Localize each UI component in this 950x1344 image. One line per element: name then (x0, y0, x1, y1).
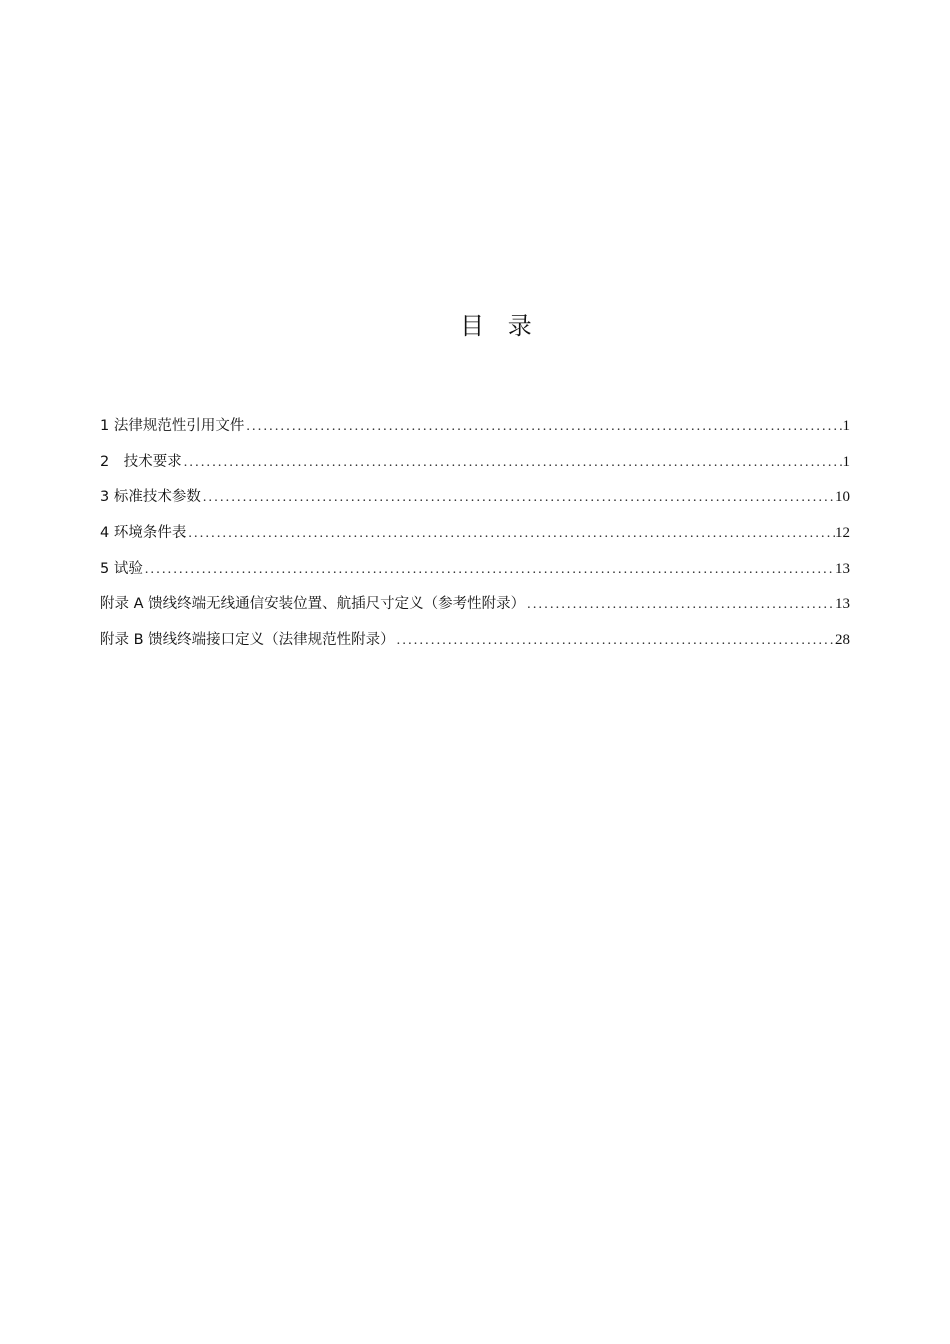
toc-dot-leader (244, 419, 842, 435)
toc-entry-label: 附录 B 馈线终端接口定义（法律规范性附录） (100, 632, 395, 649)
toc-entry-label: 2 技术要求 (100, 453, 182, 470)
toc-entry-page: 13 (835, 560, 850, 577)
toc-entry[interactable] (100, 521, 850, 557)
toc-entry-label: 5 试验 (100, 560, 143, 577)
toc-entry-page: 13 (835, 596, 850, 613)
toc-entry-label: 1 法律规范性引用文件 (100, 418, 245, 434)
toc-entry-page: 10 (835, 489, 850, 506)
toc-entry[interactable] (100, 414, 850, 450)
toc-entry[interactable] (100, 592, 850, 628)
toc-entry[interactable] (100, 485, 850, 521)
toc-entry[interactable] (100, 628, 850, 664)
toc-dot-leader (525, 597, 835, 613)
toc-entry-page: 1 (842, 453, 850, 470)
toc-entry-label: 附录 A 馈线终端无线通信安装位置、航插尺寸定义（参考性附录） (100, 596, 526, 613)
toc-entry-page: 1 (842, 418, 850, 434)
table-of-contents (100, 414, 850, 664)
toc-entry[interactable] (100, 557, 850, 593)
toc-entry-page: 28 (835, 632, 850, 649)
toc-dot-leader (143, 562, 835, 578)
toc-dot-leader (186, 526, 835, 542)
toc-entry[interactable] (100, 450, 850, 486)
toc-dot-leader (395, 633, 835, 649)
page-title: 目 录 (460, 312, 540, 340)
toc-entry-label: 3 标准技术参数 (100, 489, 201, 506)
toc-dot-leader (201, 490, 835, 506)
toc-entry-page: 12 (835, 525, 850, 542)
toc-dot-leader (182, 455, 843, 471)
toc-entry-label: 4 环境条件表 (100, 525, 187, 542)
